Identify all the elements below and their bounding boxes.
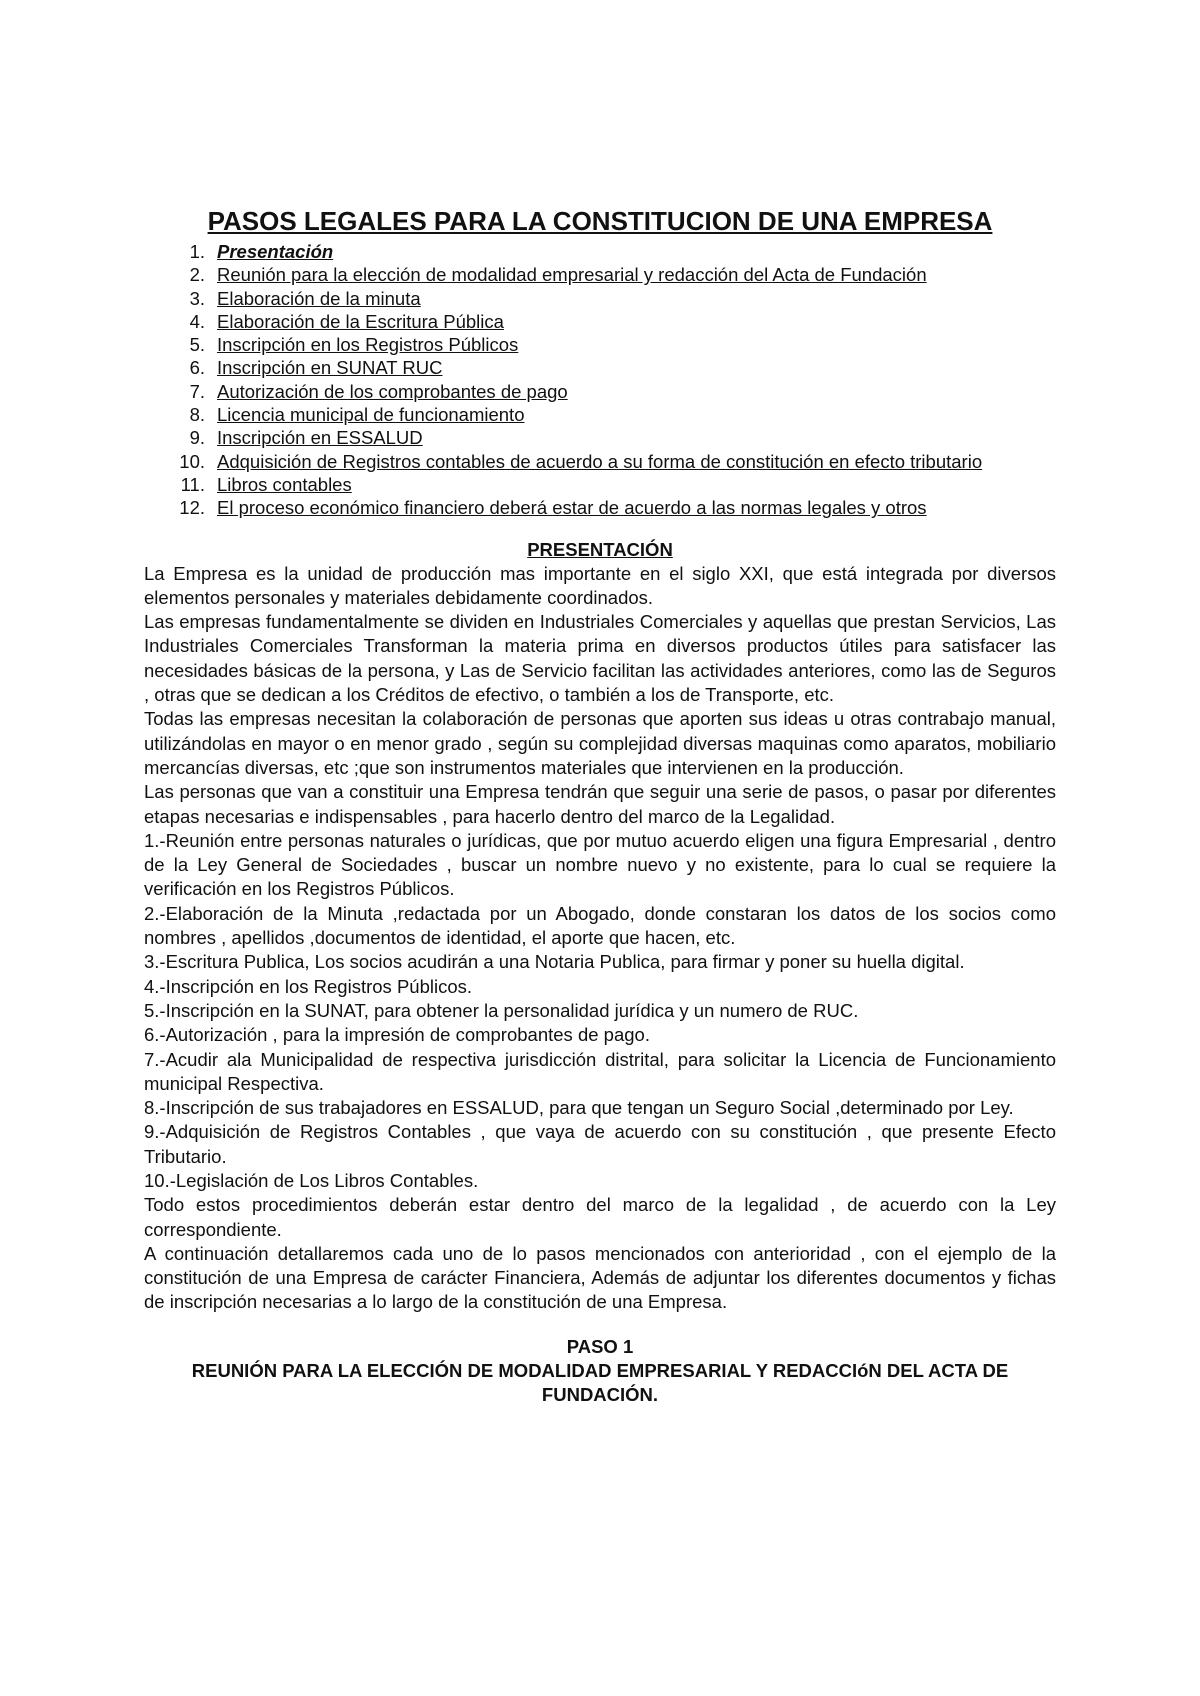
paso-label: PASO 1 xyxy=(566,1335,634,1357)
toc-number: 1. xyxy=(189,241,205,262)
toc-item xyxy=(144,450,1056,473)
paragraph: 4.-Inscripción en los Registros Públicos. xyxy=(144,975,473,997)
document-page xyxy=(144,204,1056,1407)
toc-link-sunat[interactable]: Inscripción en SUNAT RUC xyxy=(217,357,443,379)
toc-link-licencia[interactable]: Licencia municipal de funcionamiento xyxy=(217,404,525,426)
paragraph: 10.-Legislación de Los Libros Contables. xyxy=(144,1169,479,1191)
toc-item xyxy=(144,356,1056,379)
paragraph: La Empresa es la unidad de producción mas importante en el siglo XXI, que está integrada por diversos elementos personales y materiales debidamente coordinados. xyxy=(144,562,1056,608)
paragraph: Todo estos procedimientos deberán estar dentro del marco de la legalidad , de acuerdo con la Ley correspondiente. xyxy=(144,1194,1056,1240)
paragraph: A continuación detallaremos cada uno de lo pasos mencionados con anterioridad , con el ejemplo de la constitución de una Empresa de carácter Financiera, Además de adjuntar los diferentes documentos y fichas de inscripción necesarias a lo largo de la constitución de una Empresa. xyxy=(144,1242,1056,1313)
paragraph: 3.-Escritura Publica, Los socios acudirán a una Notaria Publica, para firmar y poner su huella digital. xyxy=(144,951,965,973)
toc-number: 12. xyxy=(179,497,205,519)
toc-link-comprobantes[interactable]: Autorización de los comprobantes de pago xyxy=(217,380,568,402)
toc-number: 4. xyxy=(189,310,205,332)
toc-link-registros-publicos[interactable]: Inscripción en los Registros Públicos xyxy=(217,334,519,356)
toc-item xyxy=(144,380,1056,403)
paragraph: Todas las empresas necesitan la colaboración de personas que aporten sus ideas u otras contrabajo manual, utilizándolas en mayor o en menor grado , según su complejidad diversas maquinas como aparatos, mobiliario mercancías diversas, etc ;que son instrumentos materiales que intervienen en la producción. xyxy=(144,708,1056,778)
document-title: PASOS LEGALES PARA LA CONSTITUCION DE UNA EMPRESA xyxy=(207,206,993,236)
paragraph: 9.-Adquisición de Registros Contables , que vaya de acuerdo con su constitución , que presente Efecto Tributario. xyxy=(144,1121,1056,1167)
toc-link-minuta[interactable]: Elaboración de la minuta xyxy=(217,287,421,309)
paragraph: 7.-Acudir ala Municipalidad de respectiva jurisdicción distrital, para solicitar la Licencia de Funcionamiento municipal Respectiva. xyxy=(144,1048,1056,1094)
paragraph: 6.-Autorización , para la impresión de comprobantes de pago. xyxy=(144,1024,650,1046)
toc-item xyxy=(144,333,1056,356)
toc-number: 2. xyxy=(189,264,205,286)
toc-item xyxy=(144,426,1056,449)
toc-item xyxy=(144,263,1056,286)
toc-link-presentacion[interactable]: Presentación xyxy=(217,241,334,262)
toc-link-libros[interactable]: Libros contables xyxy=(217,473,352,495)
toc-link-registros-contables[interactable]: Adquisición de Registros contables de acuerdo a su forma de constitución en efecto tributario xyxy=(217,450,983,472)
toc-number: 10. xyxy=(179,450,205,472)
toc-number: 9. xyxy=(189,427,205,449)
paragraph: 1.-Reunión entre personas naturales o jurídicas, que por mutuo acuerdo eligen una figura Empresarial , dentro de la Ley General de Sociedades , buscar un nombre nuevo y no existente, para lo cual se requiere la verificación en los Registros Públicos. xyxy=(144,829,1056,900)
toc-link-essalud[interactable]: Inscripción en ESSALUD xyxy=(217,427,423,449)
toc-item xyxy=(144,403,1056,426)
paragraph: 2.-Elaboración de la Minuta ,redactada por un Abogado, donde constaran los datos de los socios como nombres , apellidos ,documentos de identidad, el aporte que hacen, etc. xyxy=(144,902,1056,949)
paso-title: REUNIÓN PARA LA ELECCIÓN DE MODALIDAD EMPRESARIAL Y REDACCIóN DEL ACTA DE FUNDACIÓN. xyxy=(191,1359,1009,1405)
paragraph: Las empresas fundamentalmente se dividen en Industriales Comerciales y aquellas que prestan Servicios, Las Industriales Comerciales Transforman la materia prima en diversos productos útiles para satisfacer las necesidades básicas de la persona, y Las de Servicio facilitan las actividades anteriores, como las de Seguros , otras que se dedican a los Créditos de efectivo, o también a los de Transporte, etc. xyxy=(144,611,1056,706)
toc-link-escritura[interactable]: Elaboración de la Escritura Pública xyxy=(217,310,504,332)
toc-number: 6. xyxy=(189,357,205,379)
toc-number: 11. xyxy=(180,473,205,495)
table-of-contents xyxy=(144,240,1056,520)
section-heading-presentacion: PRESENTACIÓN xyxy=(527,538,673,560)
toc-item xyxy=(144,287,1056,310)
toc-number: 5. xyxy=(189,334,205,356)
toc-number: 8. xyxy=(189,404,205,426)
toc-item xyxy=(144,310,1056,333)
paragraph: 5.-Inscripción en la SUNAT, para obtener la personalidad jurídica y un numero de RUC. xyxy=(144,999,859,1021)
toc-item xyxy=(144,496,1056,519)
toc-number: 3. xyxy=(189,287,205,309)
toc-item xyxy=(144,240,1056,263)
paragraph: Las personas que van a constituir una Empresa tendrán que seguir una serie de pasos, o pasar por diferentes etapas necesarias e indispensables , para hacerlo dentro del marco de la Legalidad. xyxy=(144,781,1056,827)
toc-number: 7. xyxy=(189,380,205,402)
toc-link-proceso[interactable]: El proceso económico financiero deberá estar de acuerdo a las normas legales y otros xyxy=(217,497,927,519)
toc-item xyxy=(144,473,1056,496)
paragraph: 8.-Inscripción de sus trabajadores en ESSALUD, para que tengan un Seguro Social ,determinado por Ley. xyxy=(144,1097,1014,1119)
presentacion-body xyxy=(144,562,1056,1315)
toc-link-reunion[interactable]: Reunión para la elección de modalidad empresarial y redacción del Acta de Fundación xyxy=(217,264,927,286)
